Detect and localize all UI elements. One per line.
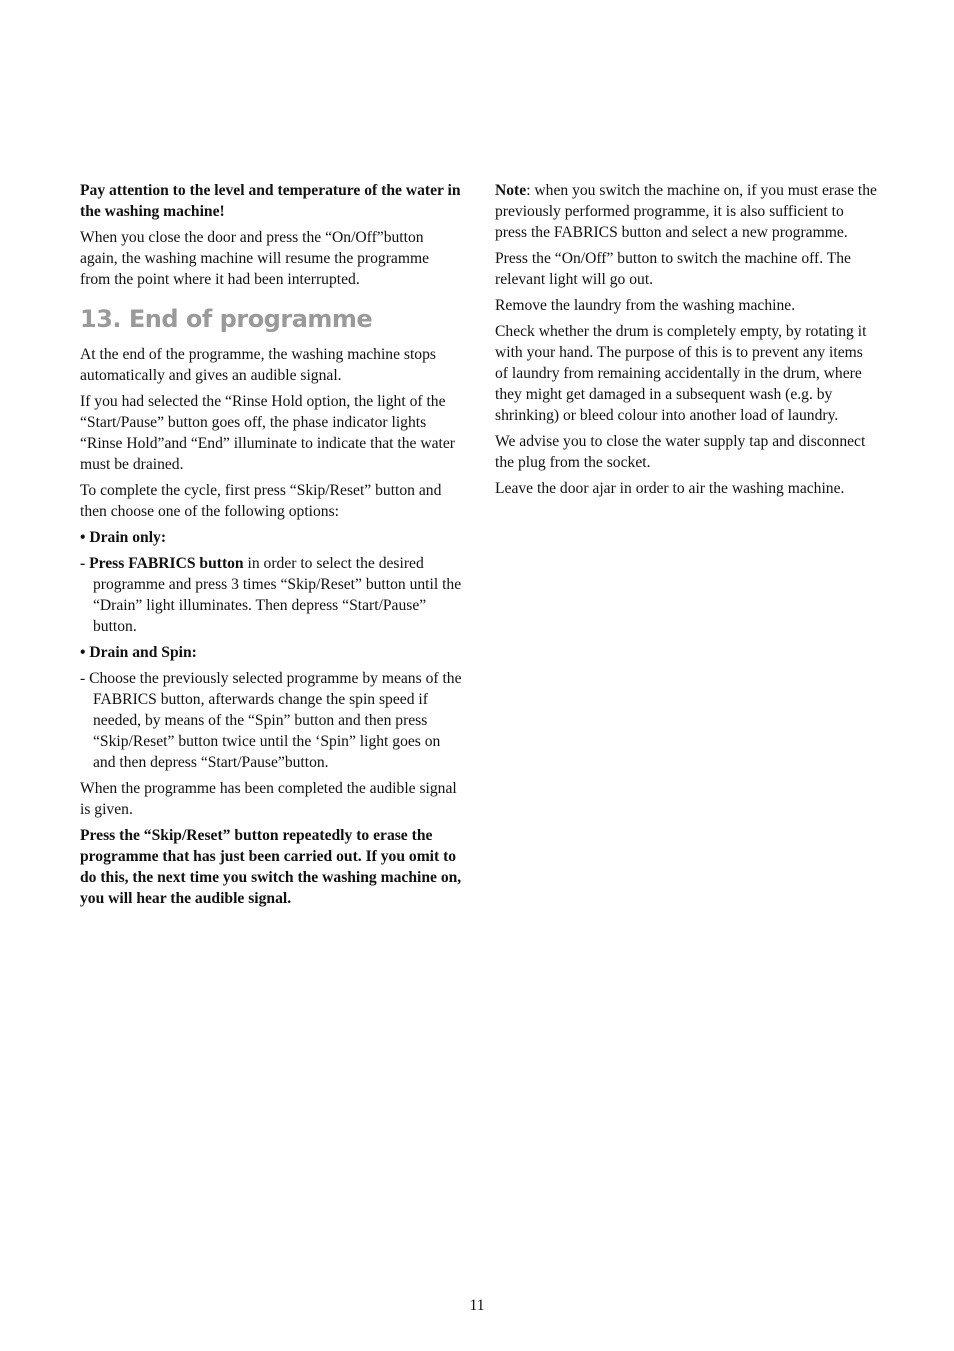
drain-only-lead: - Press FABRICS button [80,555,244,572]
end-paragraph-1: At the end of the programme, the washing machine stops automatically and gives an audible signal. [80,346,436,384]
drain-only-instructions [80,553,462,637]
drain-only-title: • Drain only: [80,529,167,546]
end-paragraph-4: When the programme has been completed the audible signal is given. [80,780,457,818]
door-ajar-paragraph: Leave the door ajar in order to air the washing machine. [495,480,845,497]
drain-spin-instructions: - Choose the previously selected programme by means of the FABRICS button, afterwards change the spin speed if needed, by means of the “Spin” button and then press “Skip/Reset” button twice until the ‘Spin” light goes on and then depress “Start/Pause”button. [80,670,462,771]
section-heading: 13. End of programme [80,305,373,333]
end-paragraph-3: To complete the cycle, first press “Skip/Reset” button and then choose one of the following options: [80,482,442,520]
note-text: : when you switch the machine on, if you must erase the previously performed programme, it is also sufficient to press the FABRICS button and select a new programme. [495,182,877,241]
drain-spin-title: • Drain and Spin: [80,644,197,661]
water-supply-paragraph: We advise you to close the water supply tap and disconnect the plug from the socket. [495,433,866,471]
page-number: 11 [469,1297,485,1314]
drain-only-text: in order to select the desired programme and press 3 times “Skip/Reset” button until the “Drain” light illuminates. Then depress “Start/Pause” button. [93,555,462,635]
note-label: Note [495,182,527,199]
switch-off-paragraph: Press the “On/Off” button to switch the machine off. The relevant light will go out. [495,250,851,288]
resume-paragraph: When you close the door and press the “On/Off”button again, the washing machine will resume the programme from the point where it had been interrupted. [80,229,430,288]
end-paragraph-2: If you had selected the “Rinse Hold option, the light of the “Start/Pause” button goes off, the phase indicator lights “Rinse Hold”and “End” illuminate to indicate that the water must be drained. [80,393,455,473]
final-warning: Press the “Skip/Reset” button repeatedly to erase the programme that has just been carried out. If you omit to do this, the next time you switch the washing machine on, you will hear the audible signal. [80,827,462,907]
warning-text: Pay attention to the level and temperature of the water in the washing machine! [80,182,461,220]
remove-laundry-paragraph: Remove the laundry from the washing machine. [495,297,796,314]
check-drum-paragraph: Check whether the drum is completely empty, by rotating it with your hand. The purpose of this is to prevent any items of laundry from remaining accidentally in the drum, where they might get damaged in a subsequent wash (e.g. by shrinking) or bleed colour into another load of laundry. [495,323,867,424]
note-paragraph [495,180,877,243]
right-column [495,180,877,504]
left-column [80,180,462,914]
